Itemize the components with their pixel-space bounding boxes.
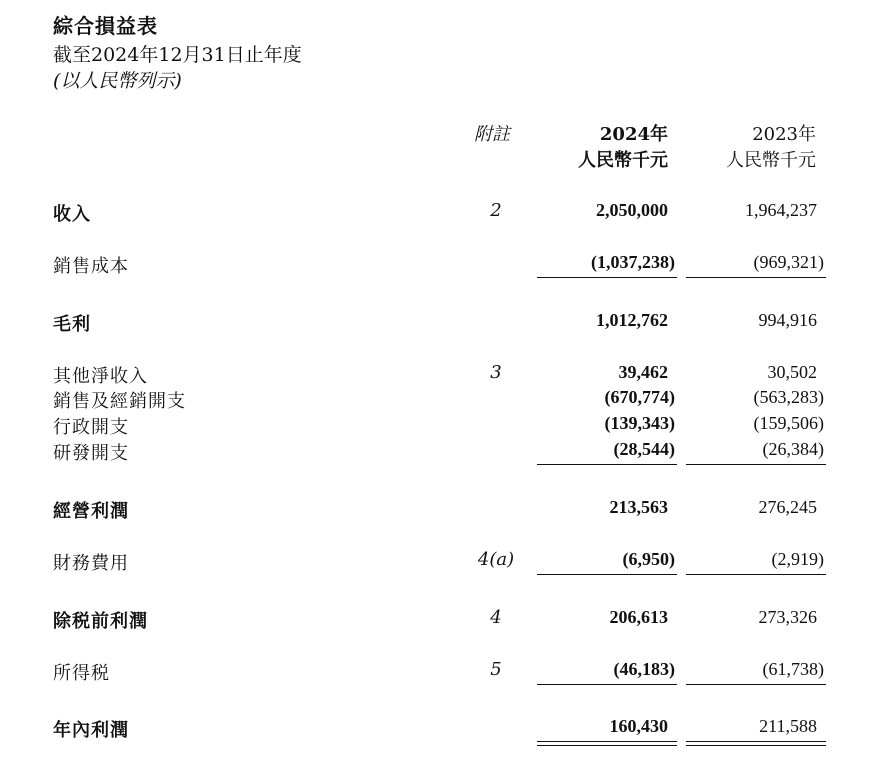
subtotal-rule-2024 [537,464,677,465]
unit-2023-header: 人民幣千元 [726,150,816,171]
statement-period: 截至2024年12月31日止年度 [53,44,302,66]
value-2024-operating-profit: 213,563 [609,497,668,517]
year-2024-header: 2024年 [599,124,668,145]
value-2024-gross-profit: 1,012,762 [596,310,668,330]
row-note-income-tax: 5 [490,659,502,680]
value-2023-profit-for-year: 211,588 [759,716,817,736]
value-2024-income-tax: (46,183) [613,659,675,679]
row-label-selling-expenses: 銷售及經銷開支 [53,391,186,412]
row-label-revenue: 收入 [53,204,91,225]
value-2024-rd-expenses: (28,544) [613,439,675,459]
row-label-other-net-income: 其他淨收入 [53,366,148,387]
row-label-cost-of-sales: 銷售成本 [53,256,129,277]
year-2023-header: 2023年 [752,124,816,145]
value-2024-profit-before-tax: 206,613 [609,607,668,627]
note-column-header: 附註 [474,124,510,145]
subtotal-rule-2023 [686,574,826,575]
row-label-gross-profit: 毛利 [53,314,91,335]
value-2023-rd-expenses: (26,384) [762,439,824,459]
unit-2024-header: 人民幣千元 [578,150,668,171]
value-2023-other-net-income: 30,502 [767,362,817,382]
value-2024-revenue: 2,050,000 [596,200,668,220]
subtotal-rule-2023 [686,277,826,278]
value-2024-cost-of-sales: (1,037,238) [591,252,675,272]
row-note-finance-costs: 4(a) [477,549,515,570]
row-label-operating-profit: 經營利潤 [53,501,129,522]
subtotal-rule-2023 [686,684,826,685]
value-2023-cost-of-sales: (969,321) [753,252,824,272]
value-2024-selling-expenses: (670,774) [604,387,675,407]
value-2023-profit-before-tax: 273,326 [758,607,817,627]
value-2023-admin-expenses: (159,506) [753,413,824,433]
value-2023-income-tax: (61,738) [762,659,824,679]
total-double-rule-2023 [686,741,826,746]
subtotal-rule-2024 [537,684,677,685]
subtotal-rule-2024 [537,574,677,575]
row-label-finance-costs: 財務費用 [53,553,129,574]
row-note-profit-before-tax: 4 [490,607,502,628]
statement-title: 綜合損益表 [53,14,158,38]
value-2024-finance-costs: (6,950) [622,549,675,569]
value-2023-operating-profit: 276,245 [758,497,817,517]
row-label-profit-before-tax: 除税前利潤 [53,611,148,632]
row-label-admin-expenses: 行政開支 [53,417,129,438]
row-note-revenue: 2 [490,200,502,221]
value-2023-gross-profit: 994,916 [758,310,817,330]
currency-note: (以人民幣列示) [53,70,182,92]
value-2023-revenue: 1,964,237 [745,200,817,220]
total-double-rule-2024 [537,741,677,746]
subtotal-rule-2023 [686,464,826,465]
value-2024-profit-for-year: 160,430 [609,716,668,736]
row-label-rd-expenses: 研發開支 [53,443,129,464]
value-2024-admin-expenses: (139,343) [604,413,675,433]
value-2024-other-net-income: 39,462 [618,362,668,382]
subtotal-rule-2024 [537,277,677,278]
value-2023-finance-costs: (2,919) [771,549,824,569]
row-label-income-tax: 所得税 [53,663,110,684]
row-note-other-net-income: 3 [490,362,502,383]
value-2023-selling-expenses: (563,283) [753,387,824,407]
row-label-profit-for-year: 年內利潤 [53,720,129,741]
